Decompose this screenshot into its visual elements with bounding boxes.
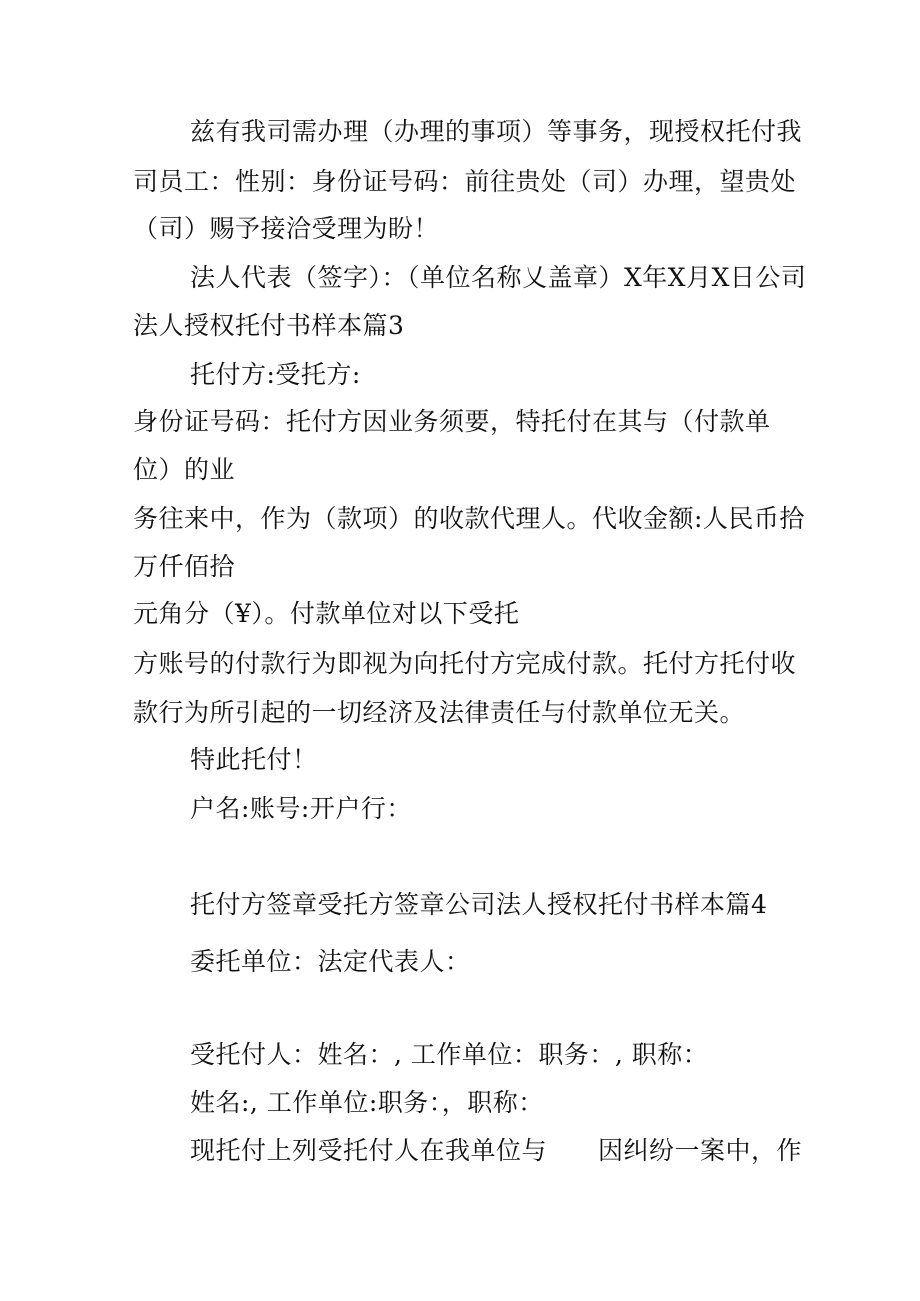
text-line-5: 法人授权托付书样本篇3 (133, 311, 405, 340)
text-line-8: 位）的业 (133, 455, 236, 484)
text-line-11: 元角分（¥）。付款单位对以下受托 (133, 599, 520, 628)
text-line-19: 姓名:, 工作单位:职务：，职称： (190, 1088, 544, 1117)
text-line-7: 身份证号码：托付方因业务须要，特托付在其与（付款单 (133, 407, 771, 436)
text-line-17: 委托单位：法定代表人： (190, 947, 471, 976)
text-line-3: （司）赐予接洽受理为盼！ (133, 214, 440, 243)
text-line-13: 款行为所引起的一切经济及法律责任与付款单位无关。 (133, 698, 746, 727)
text-line-1: 兹有我司需办理（办理的事项）等事务，现授权托付我 (190, 117, 803, 146)
text-line-6: 托付方:受托方: (190, 360, 361, 389)
text-line-15: 户名:账号:开户行： (190, 794, 412, 823)
text-line-18: 受托付人：姓名：, 工作单位：职务：, 职称： (190, 1040, 709, 1069)
text-line-2: 司员工：性别：身份证号码：前往贵处（司）办理，望贵处 (133, 167, 797, 196)
text-line-20: 现托付上列受托付人在我单位与 因纠纷一案中，作 (190, 1136, 803, 1165)
text-line-12: 方账号的付款行为即视为向托付方完成付款。托付方托付收 (133, 649, 797, 678)
text-line-9: 务往来中，作为（款项）的收款代理人。代收金额:人民币拾 (133, 504, 805, 533)
text-line-10: 万仟佰拾 (133, 552, 236, 581)
text-line-14: 特此托付！ (190, 745, 318, 774)
text-line-16: 托付方签章受托方签章公司法人授权托付书样本篇4 (190, 890, 768, 919)
text-line-4: 法人代表（签字）：（单位名称乂盖章）X年X月X日公司 (190, 263, 807, 292)
